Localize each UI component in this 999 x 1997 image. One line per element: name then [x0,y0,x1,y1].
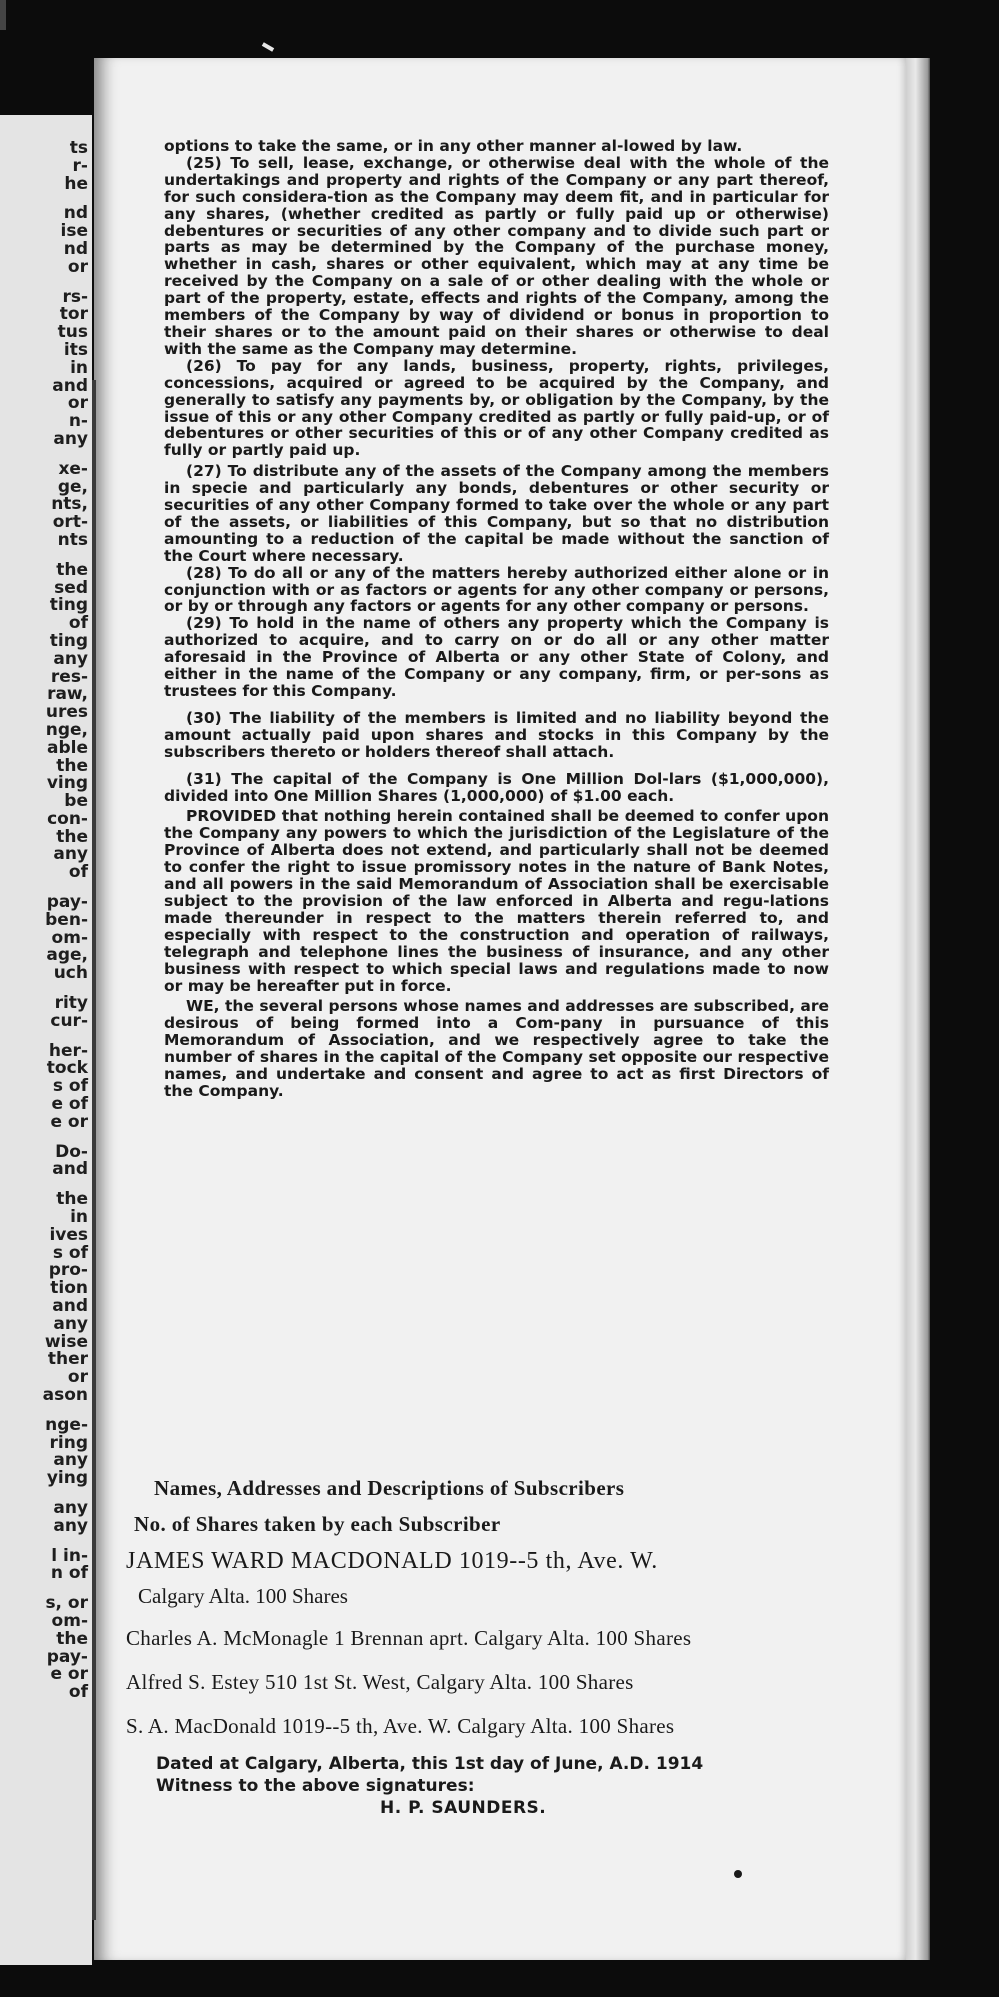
subscriber-2: Charles A. McMonagle 1 Brennan aprt. Calgary Alta. 100 Shares [126,1626,692,1650]
left-page-fragment-line: its [63,339,88,360]
left-page-fragment-line: any [53,1497,88,1518]
left-page-fragment-line: ort- [52,512,88,533]
left-page-fragment-line: of [68,1682,88,1703]
left-page-fragment-line: nge- [45,1414,88,1435]
left-page-fragment-line: nge, [45,719,88,740]
scan-edge-mark [0,0,6,30]
left-page-fragment-line: or [67,393,88,414]
left-page-fragment-line: ving [46,773,88,794]
clause-paragraph: (28) To do all or any of the matters hereby authorized either alone or in conjunction with or as factors or agents for any other company or persons, or by or through any factors or agents for any other company or persons. [164,563,829,616]
left-page-fragment-line: any [53,1313,88,1334]
left-page-fragment-line: the [56,826,88,847]
clause-paragraph: (29) To hold in the name of others any property which the Company is authorized to acquire, and to carry on or do all or any other matter aforesaid in the Province of Alberta or any other State of Colony, and either in the name of the Company or any company, firm, or per-sons as trustees for this Company. [164,614,829,700]
left-page-fragment-line: cur- [50,1010,88,1031]
left-page-fragment-line: any [53,1450,88,1471]
memorandum-clauses [164,138,829,1100]
left-page-fragment-line: nd [63,238,88,259]
dated-line: Dated at Calgary, Alberta, this 1st day of June, A.D. 1914 [156,1754,704,1774]
left-page-fragment-line: nd [63,203,88,224]
clause-paragraph: PROVIDED that nothing herein contained shall be deemed to confer upon the Company any powers to which the jurisdiction of the Legislature of the Province of Alberta does not extend, and particularly shall not be deemed to confer the right to issue promissory notes in the nature of Bank Notes, and all powers in the said Memorandum of Association shall be exercisable subject to the provision of the law enforced in Alberta and regu-lations made thereunder in respect to the matters therein referred to, and especially with respect to the construction and operation of railways, telegraph and telephone lines the business of insurance, and any other business with respect to which special laws and regulations made to now or may be hereafter put in force. [164,807,829,995]
left-page-fragment-line: be [64,791,88,812]
left-page-fragment-line: any [53,428,88,449]
left-page-fragment-line: in [70,1207,88,1228]
left-page-fragment-line: nts [57,529,88,550]
left-page-fragment-line: n- [68,411,88,432]
left-page-fragment-line: the [56,755,88,776]
left-page-fragment-line: he [64,173,88,194]
left-page-fragment-line: l in- [51,1545,88,1566]
left-page-fragment-line: Do- [55,1141,88,1162]
clause-paragraph: (30) The liability of the members is limited and no liability beyond the amount actually paid upon shares and stocks in this Company by the subscribers thereto or holders thereof shall attach. [164,708,829,761]
left-page-fragment-line: tock [46,1058,88,1079]
left-page-fragment-line: ts [69,138,88,158]
left-page-fragment-line: ting [49,630,88,651]
left-page-fragment-line: ise [60,221,88,242]
clause-paragraph: (31) The capital of the Company is One Million Dol-lars ($1,000,000), divided into One Million Shares (1,000,000) of $1.00 each. [164,769,829,805]
left-page-fragment-line: nts, [51,494,88,515]
left-page-fragment-line: ring [49,1432,88,1453]
left-page-fragment-line: pay- [46,892,88,913]
clause-paragraph: (27) To distribute any of the assets of the Company among the members in specie and particularly any bonds, debentures or other security or securities of any other Company formed to take over the whole or any part of the assets, or liabilities of this Company, but so that no distribution amounting to a reduction of the capital be made without the sanction of the Court where necessary. [164,462,829,565]
left-page-fragment-line: n of [50,1563,88,1584]
left-page-fragment-line: s, or [45,1593,88,1614]
page-edge-shadow [906,58,930,1960]
left-page-fragment-line: the [56,1189,88,1210]
clause-paragraph: (25) To sell, lease, exchange, or otherwise deal with the whole of the undertakings and property and rights of the Company or any part thereof, for such considera-tion as the Company may deem fit, and in particular for any shares, (whether credited as partly or fully paid up or otherwise) debentures or securities of any other company and to divide such part or parts as may be determined by the Company of the purchase money, whether in cash, shares or other equivalent, which may at any time be received by the Company on a sale of or other dealing with the whole or part of the property, estate, effects and rights of the Company, among the members of the Company by way of dividend or bonus in proportion to their shares or to the amount paid on their shares or otherwise to deal with the same as the Company may determine. [164,153,829,358]
left-page-fragment-line: e or [50,1111,88,1132]
subscriber-4: S. A. MacDonald 1019--5 th, Ave. W. Calgary Alta. 100 Shares [126,1714,675,1738]
left-page-fragment-line: any [53,1515,88,1536]
left-page-fragment-line: res- [50,666,88,687]
left-page-fragment-line: of [68,613,88,634]
left-page-fragment-line: con- [47,808,88,829]
left-page-fragment-line: ther [47,1349,88,1370]
left-page-fragment-line: or [67,1367,88,1388]
left-page-fragment-line: ting [49,595,88,616]
left-page-fragment-line: r- [72,155,88,176]
subscriber-1-line-2: Calgary Alta. 100 Shares [138,1584,348,1608]
left-page-fragment-line: om- [51,927,88,948]
left-page-text [8,140,88,1702]
left-page-fragment-line: ives [49,1224,88,1245]
left-page-fragment-line: e or [50,1664,88,1685]
left-page-fragment-line: the [56,559,88,580]
left-page-fragment-line: any [53,844,88,865]
left-page-fragment-line: sed [54,577,88,598]
left-page-fragment-line: e of [51,1094,88,1115]
left-page-fragment-line: tor [59,304,88,325]
witness-line: Witness to the above signatures: [156,1776,475,1796]
document-page [94,58,906,1960]
ink-dot [734,1870,742,1878]
left-page-fragment-line: ben- [45,909,88,930]
left-page-fragment-line: or [67,256,88,277]
left-page-fragment-line: rity [54,993,88,1014]
left-page-fragment-line: xe- [58,458,88,479]
left-page-fragment-line: om- [51,1610,88,1631]
subscribers-heading: Names, Addresses and Descriptions of Subscribers [154,1476,625,1500]
left-page-fragment-line: and [52,1296,88,1317]
left-page-fragment-line: tus [57,322,88,343]
left-page-fragment-line: of [68,862,88,883]
witness-signature: H. P. SAUNDERS. [380,1798,547,1818]
left-page-fragment-line: ason [42,1385,88,1405]
left-page-fragment-line: ge, [57,476,88,497]
left-page-fragment-line: raw, [47,684,88,705]
left-page-fragment-line: ures [45,702,88,723]
clause-paragraph: options to take the same, or in any other manner al-lowed by law. [164,137,743,155]
left-page-fragment-line: tion [50,1278,88,1299]
left-page-fragment-line: rs- [62,286,88,307]
left-page-fragment-line: and [52,375,88,396]
left-page-fragment-line: able [47,737,88,758]
subscriber-1-line-1: JAMES WARD MACDONALD 1019--5 th, Ave. W. [126,1548,658,1574]
left-page-fragment-line: s of [52,1076,88,1097]
left-page-fragment-line: wise [44,1331,88,1352]
left-page-fragment-line: uch [53,963,88,984]
scan-speck [262,42,274,51]
left-page-fragment [0,115,92,1965]
left-page-fragment-line: and [52,1159,88,1180]
left-page-fragment-line: her- [48,1040,88,1061]
left-page-fragment-line: any [53,648,88,669]
left-page-fragment-line: pay- [46,1646,88,1667]
binding-gutter [92,380,96,1920]
subscriber-3: Alfred S. Estey 510 1st St. West, Calgary Alta. 100 Shares [126,1670,634,1694]
shares-heading: No. of Shares taken by each Subscriber [134,1512,501,1536]
left-page-fragment-line: ying [46,1468,88,1489]
clause-paragraph: (26) To pay for any lands, business, property, rights, privileges, concessions, acquired or agreed to be acquired by the Company, and generally to satisfy any payments by, or obligation by the Company, by the issue of this or any other Company credited as partly or fully paid-up, or of debentures or other securities of this or of any other Company credited as fully or partly paid up. [164,356,829,460]
left-page-fragment-line: the [56,1628,88,1649]
clause-paragraph: WE, the several persons whose names and addresses are subscribed, are desirous of being formed into a Com-pany in pursuance of this Memorandum of Association, and we respectively agree to take the number of shares in the capital of the Company set opposite our respective names, and undertake and consent and agree to act as first Directors of the Company. [164,997,829,1100]
left-page-fragment-line: in [70,357,88,378]
left-page-fragment-line: pro- [48,1260,88,1281]
left-page-fragment-line: s of [52,1242,88,1263]
left-page-fragment-line: age, [46,945,88,966]
